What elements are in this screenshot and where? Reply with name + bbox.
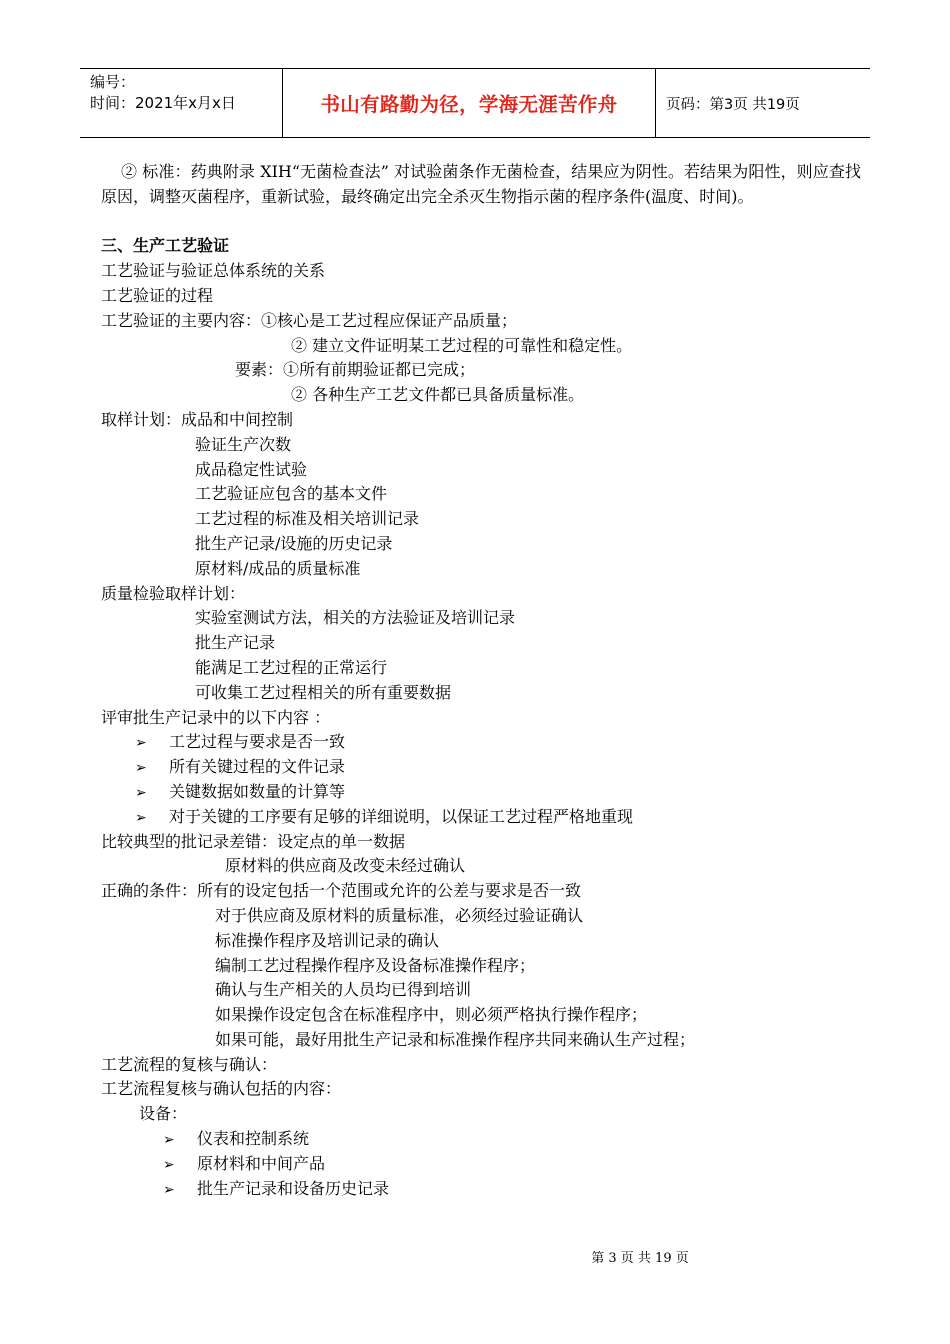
bullet-arrow-icon: ➢ <box>135 735 147 752</box>
text-line: 工艺过程的标准及相关培训记录 <box>195 509 420 529</box>
list-item: ➢ 所有关键过程的文件记录 <box>101 755 861 780</box>
footer-page-number: 第 3 页 共 19 页 <box>591 1251 689 1266</box>
text-line: 工艺流程复核与确认包括的内容： <box>101 1079 342 1099</box>
text-line: 要素：①所有前期验证都已完成； <box>235 360 476 380</box>
text-line: 编制工艺过程操作程序及设备标准操作程序； <box>215 955 536 975</box>
text-line: 工艺验证的主要内容：①核心是工艺过程应保证产品质量； <box>101 310 518 330</box>
text-line: 工艺验证应包含的基本文件 <box>195 484 388 504</box>
page-header <box>80 68 870 138</box>
text-line: 工艺验证的过程 <box>101 285 214 305</box>
bullet-arrow-icon: ➢ <box>135 784 147 801</box>
section-title: 三、生产工艺验证 <box>101 236 230 256</box>
bullet-arrow-icon: ➢ <box>135 809 147 826</box>
text-line: 批生产记录 <box>195 633 276 653</box>
text-line: 质量检验取样计划： <box>101 583 246 603</box>
text-line: 批生产记录/设施的历史记录 <box>195 533 393 553</box>
text-line: 取样计划：成品和中间控制 <box>101 409 294 429</box>
bullet-arrow-icon: ➢ <box>163 1132 175 1149</box>
list-item: ➢ 批生产记录和设备历史记录 <box>101 1177 861 1202</box>
text-line: 原材料/成品的质量标准 <box>195 558 361 578</box>
text-line: 成品稳定性试验 <box>195 459 308 479</box>
code-label: 编号： <box>90 73 136 91</box>
date-label: 时间：2021年x月x日 <box>90 94 236 112</box>
list-item: ➢ 工艺过程与要求是否一致 <box>101 730 861 755</box>
document-body <box>101 160 861 1201</box>
list-item: ➢ 原材料和中间产品 <box>101 1152 861 1177</box>
text-line: 能满足工艺过程的正常运行 <box>195 657 388 677</box>
list-item: ➢ 关键数据如数量的计算等 <box>101 780 861 805</box>
header-meta <box>80 69 283 137</box>
text-line: ② 各种生产工艺文件都已具备质量标准。 <box>291 385 585 405</box>
text-line: 正确的条件：所有的设定包括一个范围或允许的公差与要求是否一致 <box>101 881 582 901</box>
paragraph-standard: ② 标准：药典附录 XIH“无菌检查法” 对试验菌条作无菌检查，结果应为阴性。若结果为阳性，则应查找原因，调整灭菌程序，重新试验，最终确定出完全杀灭生物指示菌的程序条件(温度、时间)。 <box>101 162 861 206</box>
text-line: 工艺流程的复核与确认： <box>101 1054 278 1074</box>
bullet-arrow-icon: ➢ <box>163 1156 175 1173</box>
text-line: 如果可能，最好用批生产记录和标准操作程序共同来确认生产过程； <box>215 1029 696 1049</box>
page-footer <box>0 1247 950 1266</box>
bullet-arrow-icon: ➢ <box>163 1181 175 1198</box>
list-item: ➢ 仪表和控制系统 <box>101 1127 861 1152</box>
text-line: 实验室测试方法，相关的方法验证及培训记录 <box>195 608 516 628</box>
bullet-arrow-icon: ➢ <box>135 760 147 777</box>
text-line: ② 建立文件证明某工艺过程的可靠性和稳定性。 <box>291 335 633 355</box>
text-line: 比较典型的批记录差错：设定点的单一数据 <box>101 831 406 851</box>
text-line: 如果操作设定包含在标准程序中，则必须严格执行操作程序； <box>215 1005 648 1025</box>
header-motto: 书山有路勤为径，学海无涯苦作舟 <box>320 93 618 116</box>
text-line: 对于供应商及原材料的质量标准，必须经过验证确认 <box>215 905 584 925</box>
text-line: 验证生产次数 <box>195 434 292 454</box>
header-page-info: 页码：第3页 共19页 <box>666 96 800 113</box>
text-line: 工艺验证与验证总体系统的关系 <box>101 261 326 281</box>
text-line: 确认与生产相关的人员均已得到培训 <box>215 980 472 1000</box>
text-line: 评审批生产记录中的以下内容 ： <box>101 707 331 727</box>
text-line: 设备： <box>139 1104 188 1124</box>
list-item: ➢ 对于关键的工序要有足够的详细说明，以保证工艺过程严格地重现 <box>101 805 861 830</box>
text-line: 可收集工艺过程相关的所有重要数据 <box>195 682 452 702</box>
text-line: 标准操作程序及培训记录的确认 <box>215 930 440 950</box>
spacer <box>101 210 861 235</box>
header-motto-cell <box>283 69 656 137</box>
text-line: 原材料的供应商及改变未经过确认 <box>225 856 466 876</box>
